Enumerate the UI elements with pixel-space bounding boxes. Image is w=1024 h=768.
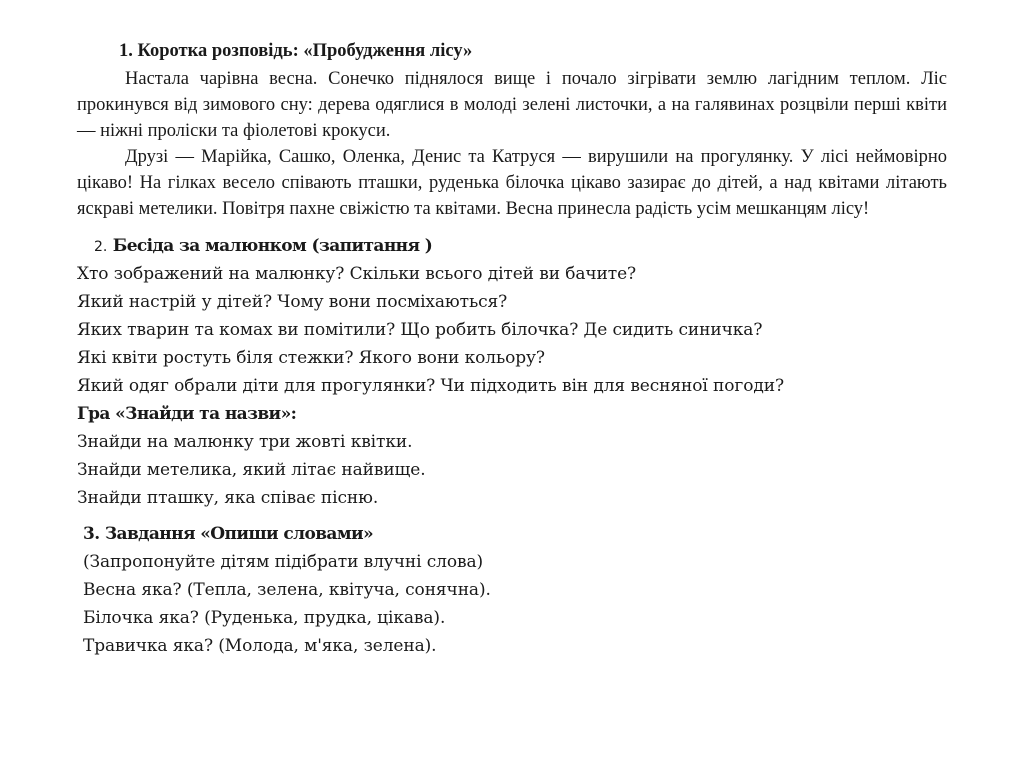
question-2: Який настрій у дітей? Чому вони посміхаються? xyxy=(77,292,508,312)
document-page xyxy=(77,36,947,660)
question-3: Яких тварин та комах ви помітили? Що робить білочка? Де сидить синичка? xyxy=(77,320,763,340)
describe-item-1: Весна яка? (Тепла, зелена, квітуча, сонячна). xyxy=(83,580,491,600)
question-5: Який одяг обрали діти для прогулянки? Чи підходить він для весняної погоди? xyxy=(77,376,784,396)
section-2-title: Бесіда за малюнком (запитання ) xyxy=(112,236,433,256)
section-2-number: 2. xyxy=(94,239,108,255)
section-1-heading: 1. Коротка розповідь: «Пробудження лісу» xyxy=(119,41,473,61)
story-paragraph-1: Настала чарівна весна. Сонечко піднялося вище і почало зігрівати землю лагідним теплом. Ліс прокинувся від зимового сну: дерева одяглися в молоді зелені листочки, а на галявинах розцвіли перші квіти — ніжні проліски та фіолетові крокуси. xyxy=(77,69,947,141)
question-4: Які квіти ростуть біля стежки? Якого вони кольору? xyxy=(77,348,545,368)
section-2-heading xyxy=(94,232,947,260)
section-3-intro: (Запропонуйте дітям підібрати влучні слова) xyxy=(83,552,484,572)
game-item-1: Знайди на малюнку три жовті квітки. xyxy=(77,432,413,452)
describe-item-3: Травичка яка? (Молода, м'яка, зелена). xyxy=(83,636,437,656)
game-item-3: Знайди пташку, яка співає пісню. xyxy=(77,488,379,508)
game-heading: Гра «Знайди та назви»: xyxy=(77,404,297,424)
question-1: Хто зображений на малюнку? Скільки всього дітей ви бачите? xyxy=(77,264,637,284)
describe-item-2: Білочка яка? (Руденька, прудка, цікава). xyxy=(83,608,446,628)
game-item-2: Знайди метелика, який літає найвище. xyxy=(77,460,426,480)
story-paragraph-2: Друзі — Марійка, Сашко, Оленка, Денис та Катруся — вирушили на прогулянку. У лісі неймовірно цікаво! На гілках весело співають пташки, руденька білочка цікаво зазирає до дітей, а над квітами літають яскраві метелики. Повітря пахне свіжістю та квітами. Весна принесла радість усім мешканцям лісу! xyxy=(77,147,947,219)
section-3-heading: 3. Завдання «Опиши словами» xyxy=(83,524,374,544)
